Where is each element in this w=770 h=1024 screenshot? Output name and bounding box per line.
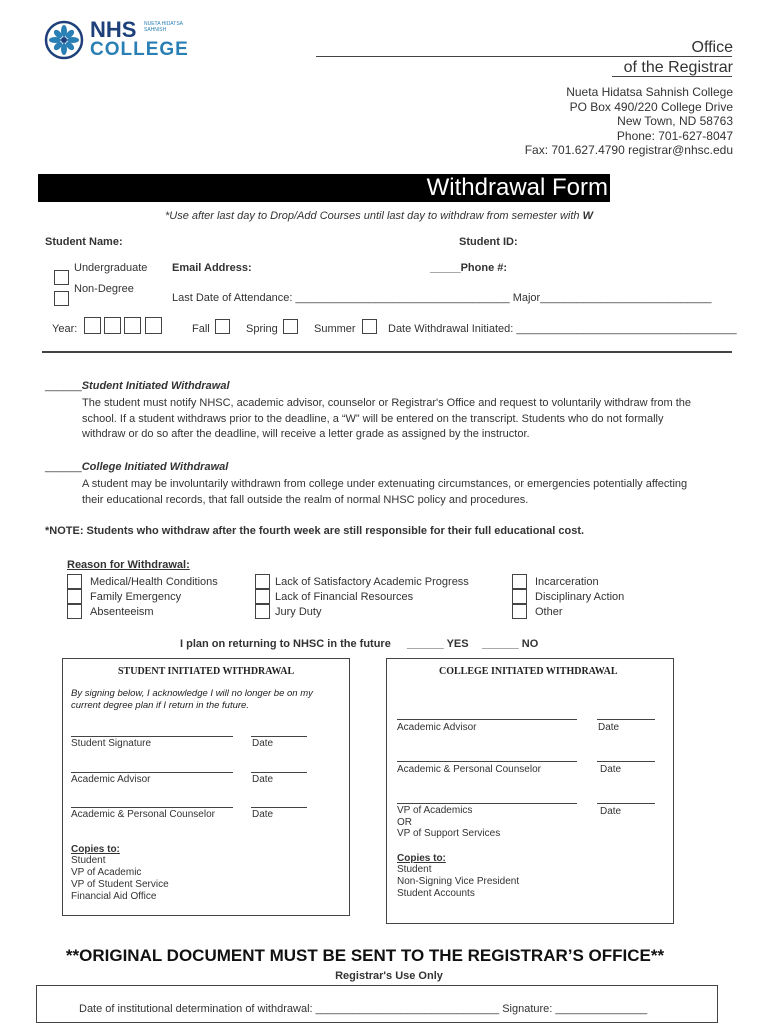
counselor-signature-label: Academic & Personal Counselor — [71, 809, 215, 820]
counselor-date-label: Date — [252, 809, 274, 820]
section-divider — [42, 351, 732, 353]
student-initiated-body — [82, 396, 691, 443]
form-title: Withdrawal Form — [426, 174, 608, 201]
right-advisor-line — [397, 719, 577, 720]
student-signature-label: Student Signature — [71, 738, 152, 749]
college-initiated-title: College Initiated Withdrawal — [81, 461, 229, 473]
college-initiated-panel — [386, 658, 674, 924]
student-initiated-line: school. If a student withdraws prior to the deadline, a “W” will be entered on the transcript. Students who do not formally — [82, 412, 664, 425]
right-vp-line — [397, 803, 577, 804]
fall-checkbox[interactable] — [215, 319, 230, 334]
left-copy-item: Financial Aid Office — [71, 891, 157, 902]
email-label: Email Address: — [172, 262, 252, 274]
flower-icon — [42, 18, 86, 62]
right-copy-item: Student Accounts — [397, 888, 475, 899]
title-bar — [38, 174, 610, 202]
reason-incarceration-label: Incarceration — [535, 576, 599, 588]
plan-no: ______ NO — [482, 638, 539, 650]
spring-checkbox[interactable] — [283, 319, 298, 334]
last-date-major-line: Last Date of Attendance: ___________________________________ Major____________________________ — [172, 292, 712, 304]
reason-jury-checkbox[interactable] — [255, 604, 270, 619]
address-block — [525, 85, 733, 158]
right-counselor-date: Date — [600, 764, 622, 775]
college-initiated-line: their educational records, that fall outside the realm of normal NHSC policy and procedures. — [82, 493, 529, 506]
college-initiated-line: A student may be involuntarily withdrawn from college under extenuating circumstances, or emergencies potentially affecting — [82, 478, 688, 490]
left-copy-item: VP of Student Service — [71, 879, 169, 890]
reason-incarceration-checkbox[interactable] — [512, 574, 527, 589]
non-degree-label: Non-Degree — [74, 283, 134, 295]
left-copies-heading: Copies to: — [71, 844, 120, 855]
spring-label: Spring — [246, 323, 278, 335]
ack-line-2: current degree plan if I return in the future. — [71, 700, 249, 711]
office-line1: Office — [691, 39, 733, 56]
right-copies-heading: Copies to: — [397, 853, 446, 864]
reason-academic-progress-checkbox[interactable] — [255, 574, 270, 589]
left-copies-list — [71, 855, 169, 903]
reason-disciplinary-label: Disciplinary Action — [535, 591, 625, 603]
year-digit-3[interactable] — [124, 317, 141, 334]
student-initiated-panel — [62, 658, 350, 916]
ack-line-1: By signing below, I acknowledge I will no longer be on my — [71, 688, 313, 699]
reason-family-label: Family Emergency — [90, 591, 182, 603]
reason-other-checkbox[interactable] — [512, 604, 527, 619]
advisor-signature-label: Academic Advisor — [71, 774, 151, 785]
reason-jury-label: Jury Duty — [275, 606, 322, 618]
college-logo — [42, 18, 202, 62]
student-name-label: Student Name: — [45, 236, 123, 248]
undergraduate-checkbox[interactable] — [54, 270, 69, 285]
right-advisor-date-line — [597, 719, 655, 720]
reason-medical-checkbox[interactable] — [67, 574, 82, 589]
student-initiated-line: The student must notify NHSC, academic advisor, counselor or Registrar's Office and request to voluntarily withdraw from the — [82, 397, 691, 409]
reason-absenteeism-label: Absenteeism — [90, 606, 154, 618]
reason-other-label: Other — [535, 606, 563, 618]
summer-checkbox[interactable] — [362, 319, 377, 334]
fall-label: Fall — [192, 323, 210, 335]
determination-line: Date of institutional determination of withdrawal: ______________________________ Signature: _______________ — [79, 1003, 648, 1015]
phone-label: _____Phone #: — [430, 262, 508, 274]
right-vp-date-line — [597, 803, 655, 804]
address-name: Nueta Hidatsa Sahnish College — [566, 85, 733, 99]
year-digit-2[interactable] — [104, 317, 121, 334]
logo-text: NHS — [90, 17, 137, 42]
reason-academic-progress-label: Lack of Satisfactory Academic Progress — [275, 576, 469, 588]
address-fax: Fax: 701.627.4790 registrar@nhsc.edu — [524, 143, 733, 157]
student-initiated-blank: ______ — [45, 380, 82, 392]
logo-subtext: COLLEGE — [90, 39, 189, 60]
reason-family-checkbox[interactable] — [67, 589, 82, 604]
right-copy-item: Non-Signing Vice President — [397, 876, 520, 887]
office-line2: of the Registrar — [623, 59, 733, 76]
vp-support: VP of Support Services — [397, 828, 501, 839]
year-digit-4[interactable] — [145, 317, 162, 334]
address-phone: Phone: 701-627-8047 — [616, 128, 733, 143]
year-digit-1[interactable] — [84, 317, 101, 334]
reason-financial-label: Lack of Financial Resources — [275, 591, 414, 603]
reason-absenteeism-checkbox[interactable] — [67, 604, 82, 619]
college-initiated-body — [82, 477, 687, 508]
form-subtitle — [165, 210, 593, 223]
student-initiated-line: withdraw or do so after the deadline, will receive a letter grade as assigned by the instructor. — [82, 428, 530, 440]
reasons-heading: Reason for Withdrawal: — [67, 559, 190, 571]
plan-yes: ______ YES — [407, 638, 469, 650]
right-vp-label — [397, 805, 500, 840]
summer-label: Summer — [314, 323, 356, 335]
plan-question: I plan on returning to NHSC in the future — [180, 638, 391, 650]
logo-small-text: NUETA HIDATSA SAHNISH — [144, 21, 183, 33]
original-document-banner: **ORIGINAL DOCUMENT MUST BE SENT TO THE REGISTRAR’S OFFICE** — [65, 946, 665, 965]
student-initiated-title: Student Initiated Withdrawal — [81, 380, 230, 392]
reason-disciplinary-checkbox[interactable] — [512, 589, 527, 604]
registrar-use-box — [36, 985, 718, 1023]
right-counselor-date-line — [597, 761, 655, 762]
office-line2-underline — [612, 76, 732, 77]
cost-note: *NOTE: Students who withdraw after the fourth week are still responsible for their full educational cost. — [45, 525, 585, 537]
left-copy-item: Student — [71, 855, 106, 866]
student-initiated-heading — [45, 380, 230, 393]
right-counselor-label: Academic & Personal Counselor — [397, 764, 541, 775]
undergraduate-label: Undergraduate — [74, 262, 148, 274]
subtitle-text: *Use after last day to Drop/Add Courses until last day to withdraw from semester with — [165, 210, 580, 222]
date-initiated-line: Date Withdrawal Initiated: ____________________________________ — [388, 323, 737, 335]
student-date-label: Date — [252, 738, 274, 749]
left-panel-heading: STUDENT INITIATED WITHDRAWAL — [118, 666, 295, 677]
vp-or: OR — [397, 816, 412, 828]
year-label: Year: — [52, 323, 78, 335]
right-copy-item: Student — [397, 864, 432, 875]
right-vp-date: Date — [600, 806, 622, 817]
registrar-use-only: Registrar's Use Only — [335, 970, 443, 982]
college-initiated-heading — [45, 461, 228, 474]
right-counselor-line — [397, 761, 577, 762]
college-initiated-blank: ______ — [45, 461, 82, 473]
right-advisor-label: Academic Advisor — [397, 722, 477, 733]
vp-academics: VP of Academics — [397, 805, 473, 816]
right-advisor-date: Date — [598, 722, 620, 733]
address-po: PO Box 490/220 College Drive — [569, 99, 733, 114]
student-id-label: Student ID: — [459, 236, 518, 248]
office-underline — [316, 56, 732, 57]
left-copy-item: VP of Academic — [71, 867, 142, 878]
reason-medical-label: Medical/Health Conditions — [90, 576, 218, 588]
non-degree-checkbox[interactable] — [54, 291, 69, 306]
right-panel-heading: COLLEGE INITIATED WITHDRAWAL — [439, 666, 618, 677]
subtitle-w: W — [582, 210, 593, 222]
address-city: New Town, ND 58763 — [617, 114, 733, 128]
reason-financial-checkbox[interactable] — [255, 589, 270, 604]
right-copies-list — [397, 864, 519, 900]
advisor-date-label: Date — [252, 774, 274, 785]
